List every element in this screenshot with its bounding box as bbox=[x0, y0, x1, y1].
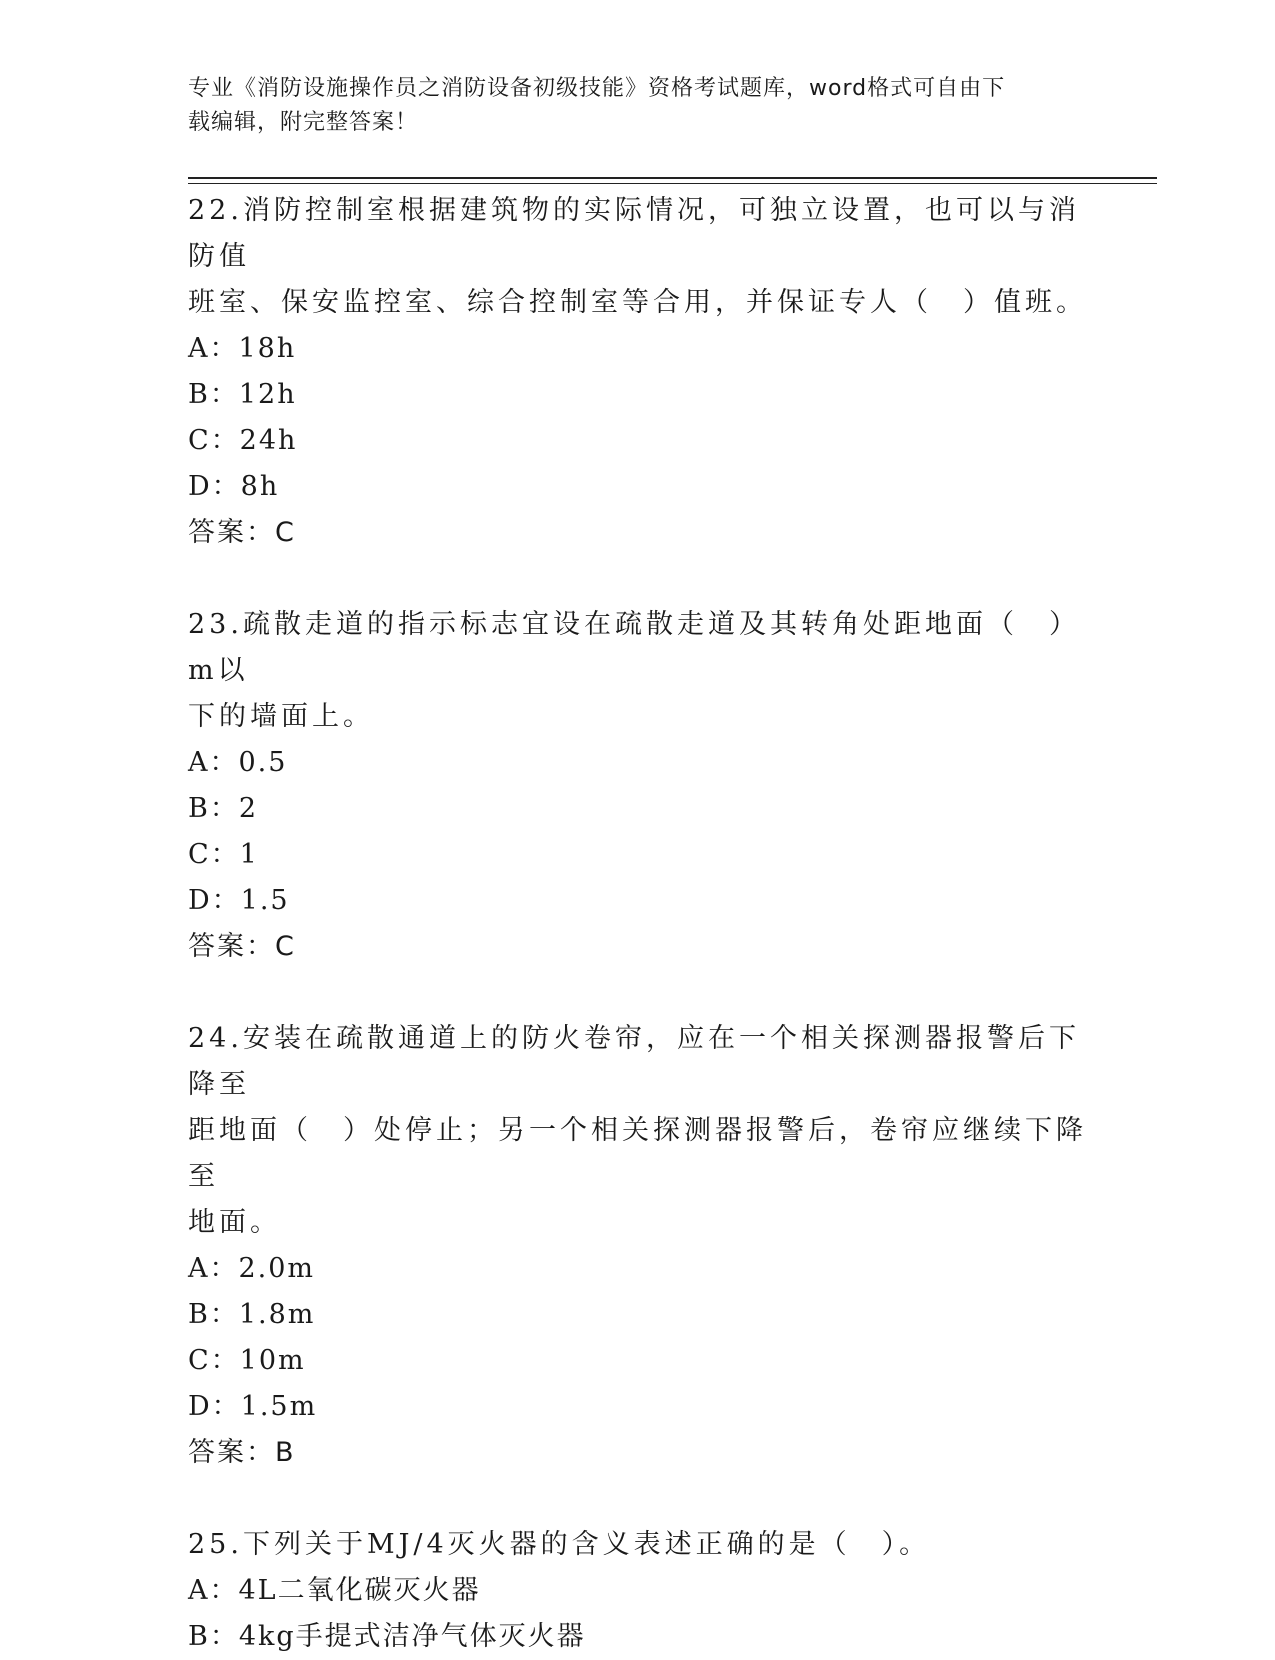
question-list bbox=[188, 188, 1088, 1660]
question-23-option-c: C：1 bbox=[188, 839, 259, 870]
question-24-answer: 答案：B bbox=[188, 1437, 296, 1468]
header-line-2: 载编辑，附完整答案！ bbox=[188, 110, 419, 135]
question-23-option-d: D：1.5 bbox=[188, 885, 290, 916]
question-22-option-d: D：8h bbox=[188, 471, 280, 502]
question-22-text-line-1: 22.消防控制室根据建筑物的实际情况，可独立设置，也可以与消防值 bbox=[188, 195, 1080, 272]
document-header bbox=[188, 72, 1068, 140]
question-25-text-line-1: 25.下列关于MJ/4灭火器的含义表述正确的是（ ）。 bbox=[188, 1529, 931, 1560]
question-25 bbox=[188, 1522, 1088, 1660]
question-24-text-line-2: 距地面（ ）处停止；另一个相关探测器报警后，卷帘应继续下降至 bbox=[188, 1115, 1087, 1192]
question-22-text-line-2: 班室、保安监控室、综合控制室等合用，并保证专人（ ）值班。 bbox=[188, 287, 1087, 318]
question-24-option-c: C：10m bbox=[188, 1345, 306, 1376]
question-23-text-line-1: 23.疏散走道的指示标志宜设在疏散走道及其转角处距地面（ ）m以 bbox=[188, 609, 1080, 686]
question-22-option-c: C：24h bbox=[188, 425, 298, 456]
question-24-option-d: D：1.5m bbox=[188, 1391, 318, 1422]
question-24-option-b: B：1.8m bbox=[188, 1299, 316, 1330]
question-22-option-b: B：12h bbox=[188, 379, 297, 410]
question-23-option-b: B：2 bbox=[188, 793, 259, 824]
question-24 bbox=[188, 1016, 1088, 1476]
question-spacer bbox=[188, 556, 1088, 602]
question-22-answer: 答案：C bbox=[188, 517, 296, 548]
header-divider-thick bbox=[188, 177, 1157, 179]
question-25-option-b: B：4kg手提式洁净气体灭火器 bbox=[188, 1621, 586, 1652]
question-23-text-line-2: 下的墙面上。 bbox=[188, 701, 374, 732]
header-divider-thin bbox=[188, 183, 1157, 184]
question-25-option-a: A：4L二氧化碳灭火器 bbox=[188, 1575, 481, 1606]
question-23-answer: 答案：C bbox=[188, 931, 296, 962]
question-23-option-a: A：0.5 bbox=[188, 747, 288, 778]
question-23 bbox=[188, 602, 1088, 970]
question-22-option-a: A：18h bbox=[188, 333, 297, 364]
question-24-option-a: A：2.0m bbox=[188, 1253, 316, 1284]
question-24-text-line-1: 24.安装在疏散通道上的防火卷帘，应在一个相关探测器报警后下降至 bbox=[188, 1023, 1080, 1100]
header-line-1: 专业《消防设施操作员之消防设备初级技能》资格考试题库，word格式可自由下 bbox=[188, 76, 1006, 101]
question-22 bbox=[188, 188, 1088, 556]
question-spacer bbox=[188, 1476, 1088, 1522]
question-24-text-line-3: 地面。 bbox=[188, 1207, 281, 1238]
question-spacer bbox=[188, 970, 1088, 1016]
